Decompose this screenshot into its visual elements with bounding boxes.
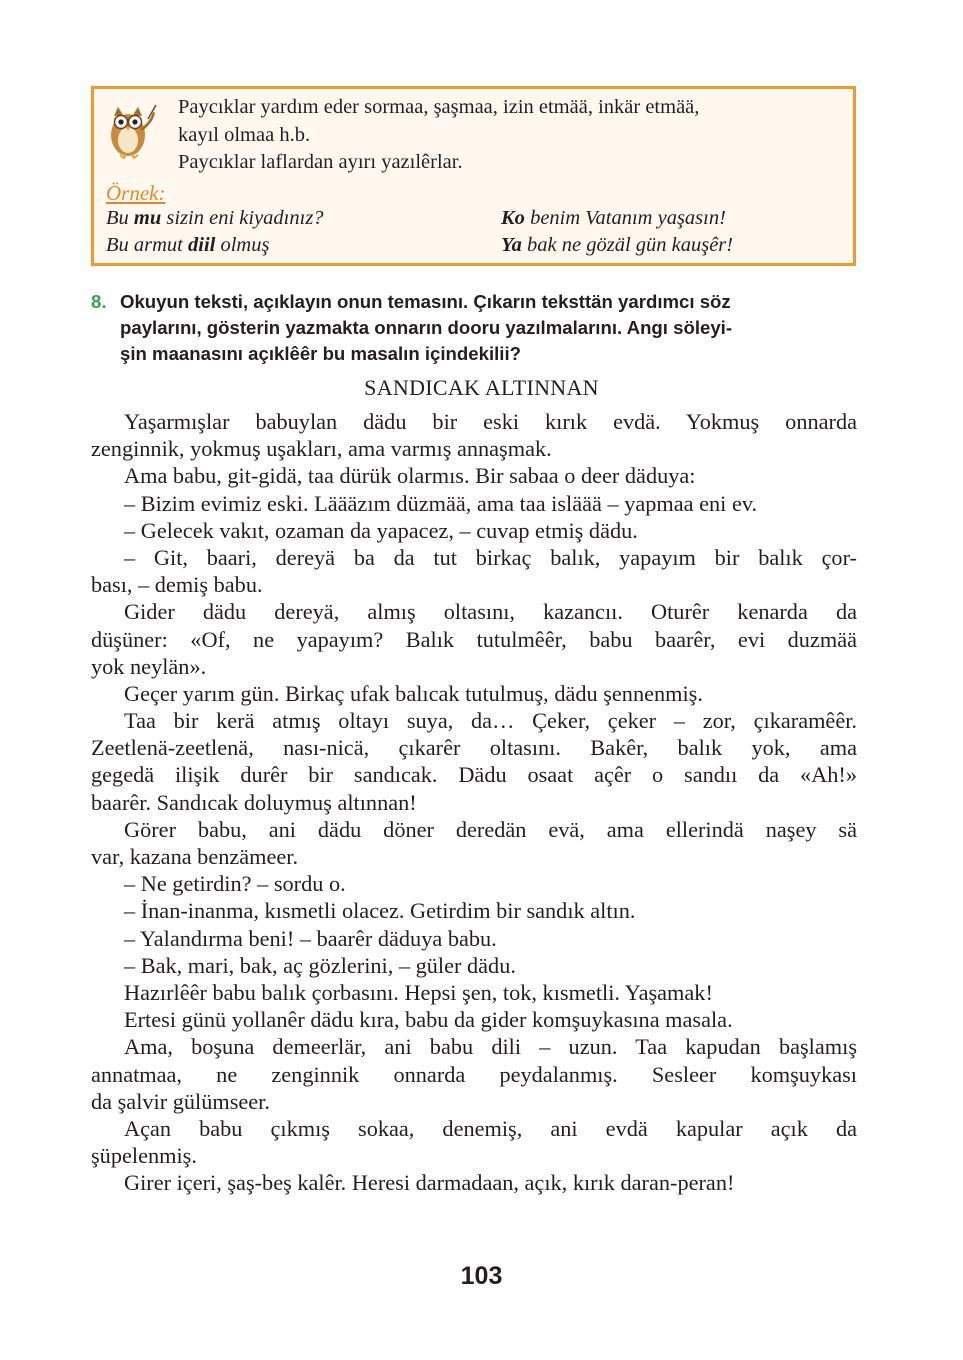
story-line: gegedä ilişik durêr bir sandıcak. Dädu osaat açêr o sandıı da «Ah!» [91,762,857,788]
task-number: 8. [91,291,107,312]
task-line: paylarını, gösterin yazmakta onnarın dooru yazılmalarını. Angı söleyi- [120,317,733,338]
example-1: Bu mu sizin eni kiyadınız? [106,207,324,229]
story-line: Açan babu çıkmış sokaa, denemiş, ani evdä kapular açık da [124,1115,857,1141]
story-line: zenginnik, yokmuş uşakları, ama varmış annaşmak. [91,436,552,462]
story-line: – İnan-inanma, kısmetli olacez. Getirdim bir sandık altın. [124,898,636,924]
task-line: şin maanasını açıklêêr bu masalın içindekilii? [120,343,521,364]
story-line: Girer içeri, şaş-beş kalêr. Heresi darmadaan, açık, kırık daran-peran! [124,1170,735,1196]
story-line: Ertesi günü yollanêr dädu kıra, babu da gider komşuykasına masala. [124,1007,733,1033]
story-line: düşüner: «Of, ne yapayım? Balık tutulmêêr, babu baarêr, evi duzmää [91,626,857,652]
story-line: da şalvir gülümseer. [91,1088,270,1114]
story-line: Zeetlenä-zeetlenä, nası-nicä, çıkarêr oltasını. Bakêr, balık yok, ama [91,735,857,761]
story-text [91,408,857,1196]
story-line: – Yalandırma beni! – baarêr däduya babu. [124,925,497,951]
story-line: – Git, baari, dereyä ba da tut birkaç balık, yapayım bir balık çor- [124,544,857,570]
story-line: şüpelenmiş. [91,1143,197,1169]
story-line: Gider dädu dereyä, almış oltasını, kazancıı. Oturêr kenarda da [124,599,857,625]
story-line: annatmaa, ne zenginnik onnarda peydalanmış. Sesleer komşuykası [91,1061,857,1087]
story-line: Yaşarmışlar babuylan dädu bir eski kırık evdä. Yokmuş onnarda [124,409,857,434]
story-line: Geçer yarım gün. Birkaç ufak balıcak tutulmuş, dädu şennenmiş. [124,680,703,706]
example-2: Bu armut diil olmuş [106,234,270,256]
story-line: var, kazana benzämeer. [91,844,299,869]
story-line: – Ne getirdin? – sordu o. [124,871,346,897]
story-line: bası, – demiş babu. [91,572,263,598]
story-line: – Bizim evimiz eski. Läääzım düzmää, ama taa isläää – yapmaa eni ev. [124,490,758,516]
story-line: Ama babu, git-gidä, taa dürük olarmıs. Bir sabaa o deer däduya: [124,463,696,489]
rule-line: Paycıklar yardım eder sormaa, şaşmaa, izin etmää, inkär etmää, [178,96,700,118]
story-line: – Gelecek vakıt, ozaman da yapacez, – cuvap etmiş dädu. [124,517,638,543]
page-number: 103 [460,1262,503,1290]
story-line: Görer babu, ani dädu döner deredän evä, ama ellerindä naşey sä [124,816,857,842]
story-title: SANDICAK ALTINNAN [364,375,599,400]
rule-line: Paycıklar laflardan ayırı yazılêrlar. [178,151,463,173]
example-4: Ya bak ne gözäl gün kauşêr! [501,234,734,256]
task-line: Okuyun teksti, açıklayın onun temasını. Çıkarın teksttän yardımcı söz [120,291,731,312]
story-line: Hazırlêêr babu balık çorbasını. Hepsi şen, tok, kısmetli. Yaşamak! [124,979,713,1005]
example-3: Ko benim Vatanım yaşasın! [501,207,726,229]
story-line: yok neylän». [91,653,207,679]
story-line: Ama, boşuna demeerlär, ani babu dili – uzun. Taa kapudan başlamış [124,1034,857,1060]
owl-icon [104,99,158,159]
story-line: – Bak, mari, bak, aç gözlerini, – güler dädu. [124,952,516,978]
task-8 [91,289,861,367]
story-line: baarêr. Sandıcak doluymuş altınnan! [91,789,417,815]
example-title: Örnek: [106,181,166,205]
rule-text [178,94,848,177]
rule-line: kayıl olmaa h.b. [178,123,311,146]
story-line: Taa bir kerä atmış oltayı suya, da… Çeker, çeker – zor, çıkaramêêr. [124,708,857,734]
rule-box [91,86,856,266]
